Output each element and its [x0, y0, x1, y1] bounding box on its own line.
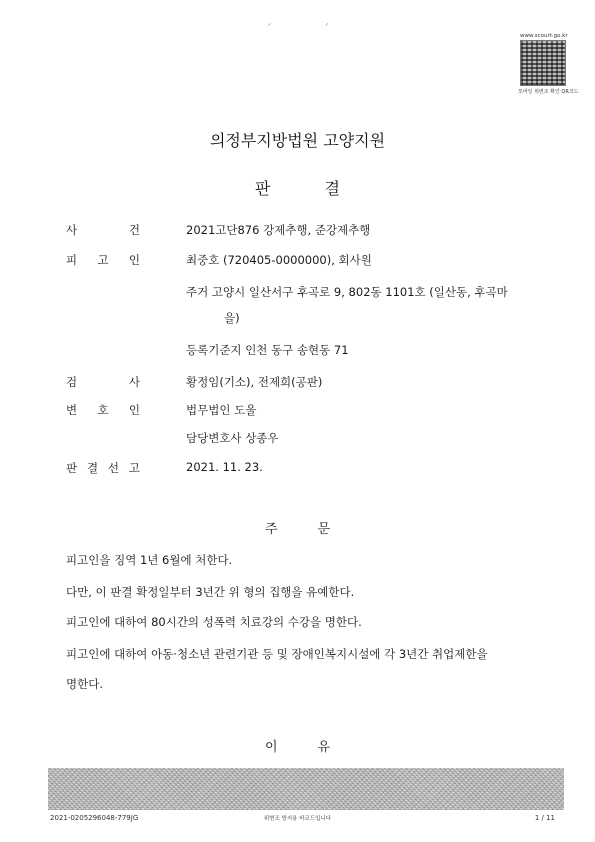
document-id: 2021-0205296048-779JG — [50, 814, 139, 822]
document-title: 판결 — [255, 179, 394, 198]
defendant-value: 최중호 (720405-0000000), 회사원 — [186, 253, 372, 267]
anti-forgery-barcode — [48, 768, 564, 810]
reason-heading: 이유 — [264, 740, 371, 755]
order-heading: 주문 — [264, 522, 371, 537]
order-line: 명한다. — [66, 677, 103, 691]
order-line: 피고인에 대하여 아동·청소년 관련기관 등 및 장애인복지시설에 각 3년간 취업제한을 — [66, 647, 488, 661]
address-line: 주거 고양시 일산서구 후곡로 9, 802동 1101호 (일산동, 후곡마 — [186, 285, 508, 299]
qr-code-image — [520, 40, 566, 86]
address-line-continued: 을) — [224, 311, 240, 325]
counsel-value: 법무법인 도울 — [186, 403, 257, 417]
court-name: 의정부지방법원 고양지원 — [209, 131, 386, 150]
order-line: 다만, 이 판결 확정일부터 3년간 위 형의 집행을 유예한다. — [66, 585, 355, 599]
sentencing-date-label: 판 결 선 고 — [66, 461, 140, 475]
prosecutor-value: 황정임(기소), 전제희(공판) — [186, 375, 323, 389]
order-line: 피고인에 대하여 80시간의 성폭력 치료강의 수강을 명한다. — [66, 615, 362, 629]
qr-caption-text: 모바일 위변조 확인 QR코드 — [518, 89, 579, 95]
qr-url-text: www.scourt.go.kr — [520, 33, 568, 39]
case-value: 2021고단876 강제추행, 준강제추행 — [186, 223, 371, 237]
order-line: 피고인을 징역 1년 6월에 처한다. — [66, 553, 233, 567]
sentencing-date-value: 2021. 11. 23. — [186, 460, 263, 474]
case-label: 사 건 — [66, 223, 140, 237]
counsel-label: 변 호 인 — [66, 403, 140, 417]
page-number: 1 / 11 — [534, 814, 555, 822]
barcode-notice: 위변조 방지용 바코드입니다 — [263, 816, 332, 822]
defendant-label: 피 고 인 — [66, 253, 140, 267]
top-scan-marks: ᐟ ᐟ — [268, 22, 355, 30]
registered-domicile: 등록기준지 인천 동구 송현동 71 — [186, 343, 349, 357]
prosecutor-label: 검 사 — [66, 375, 140, 389]
attorney-line: 담당변호사 상종우 — [186, 431, 279, 445]
